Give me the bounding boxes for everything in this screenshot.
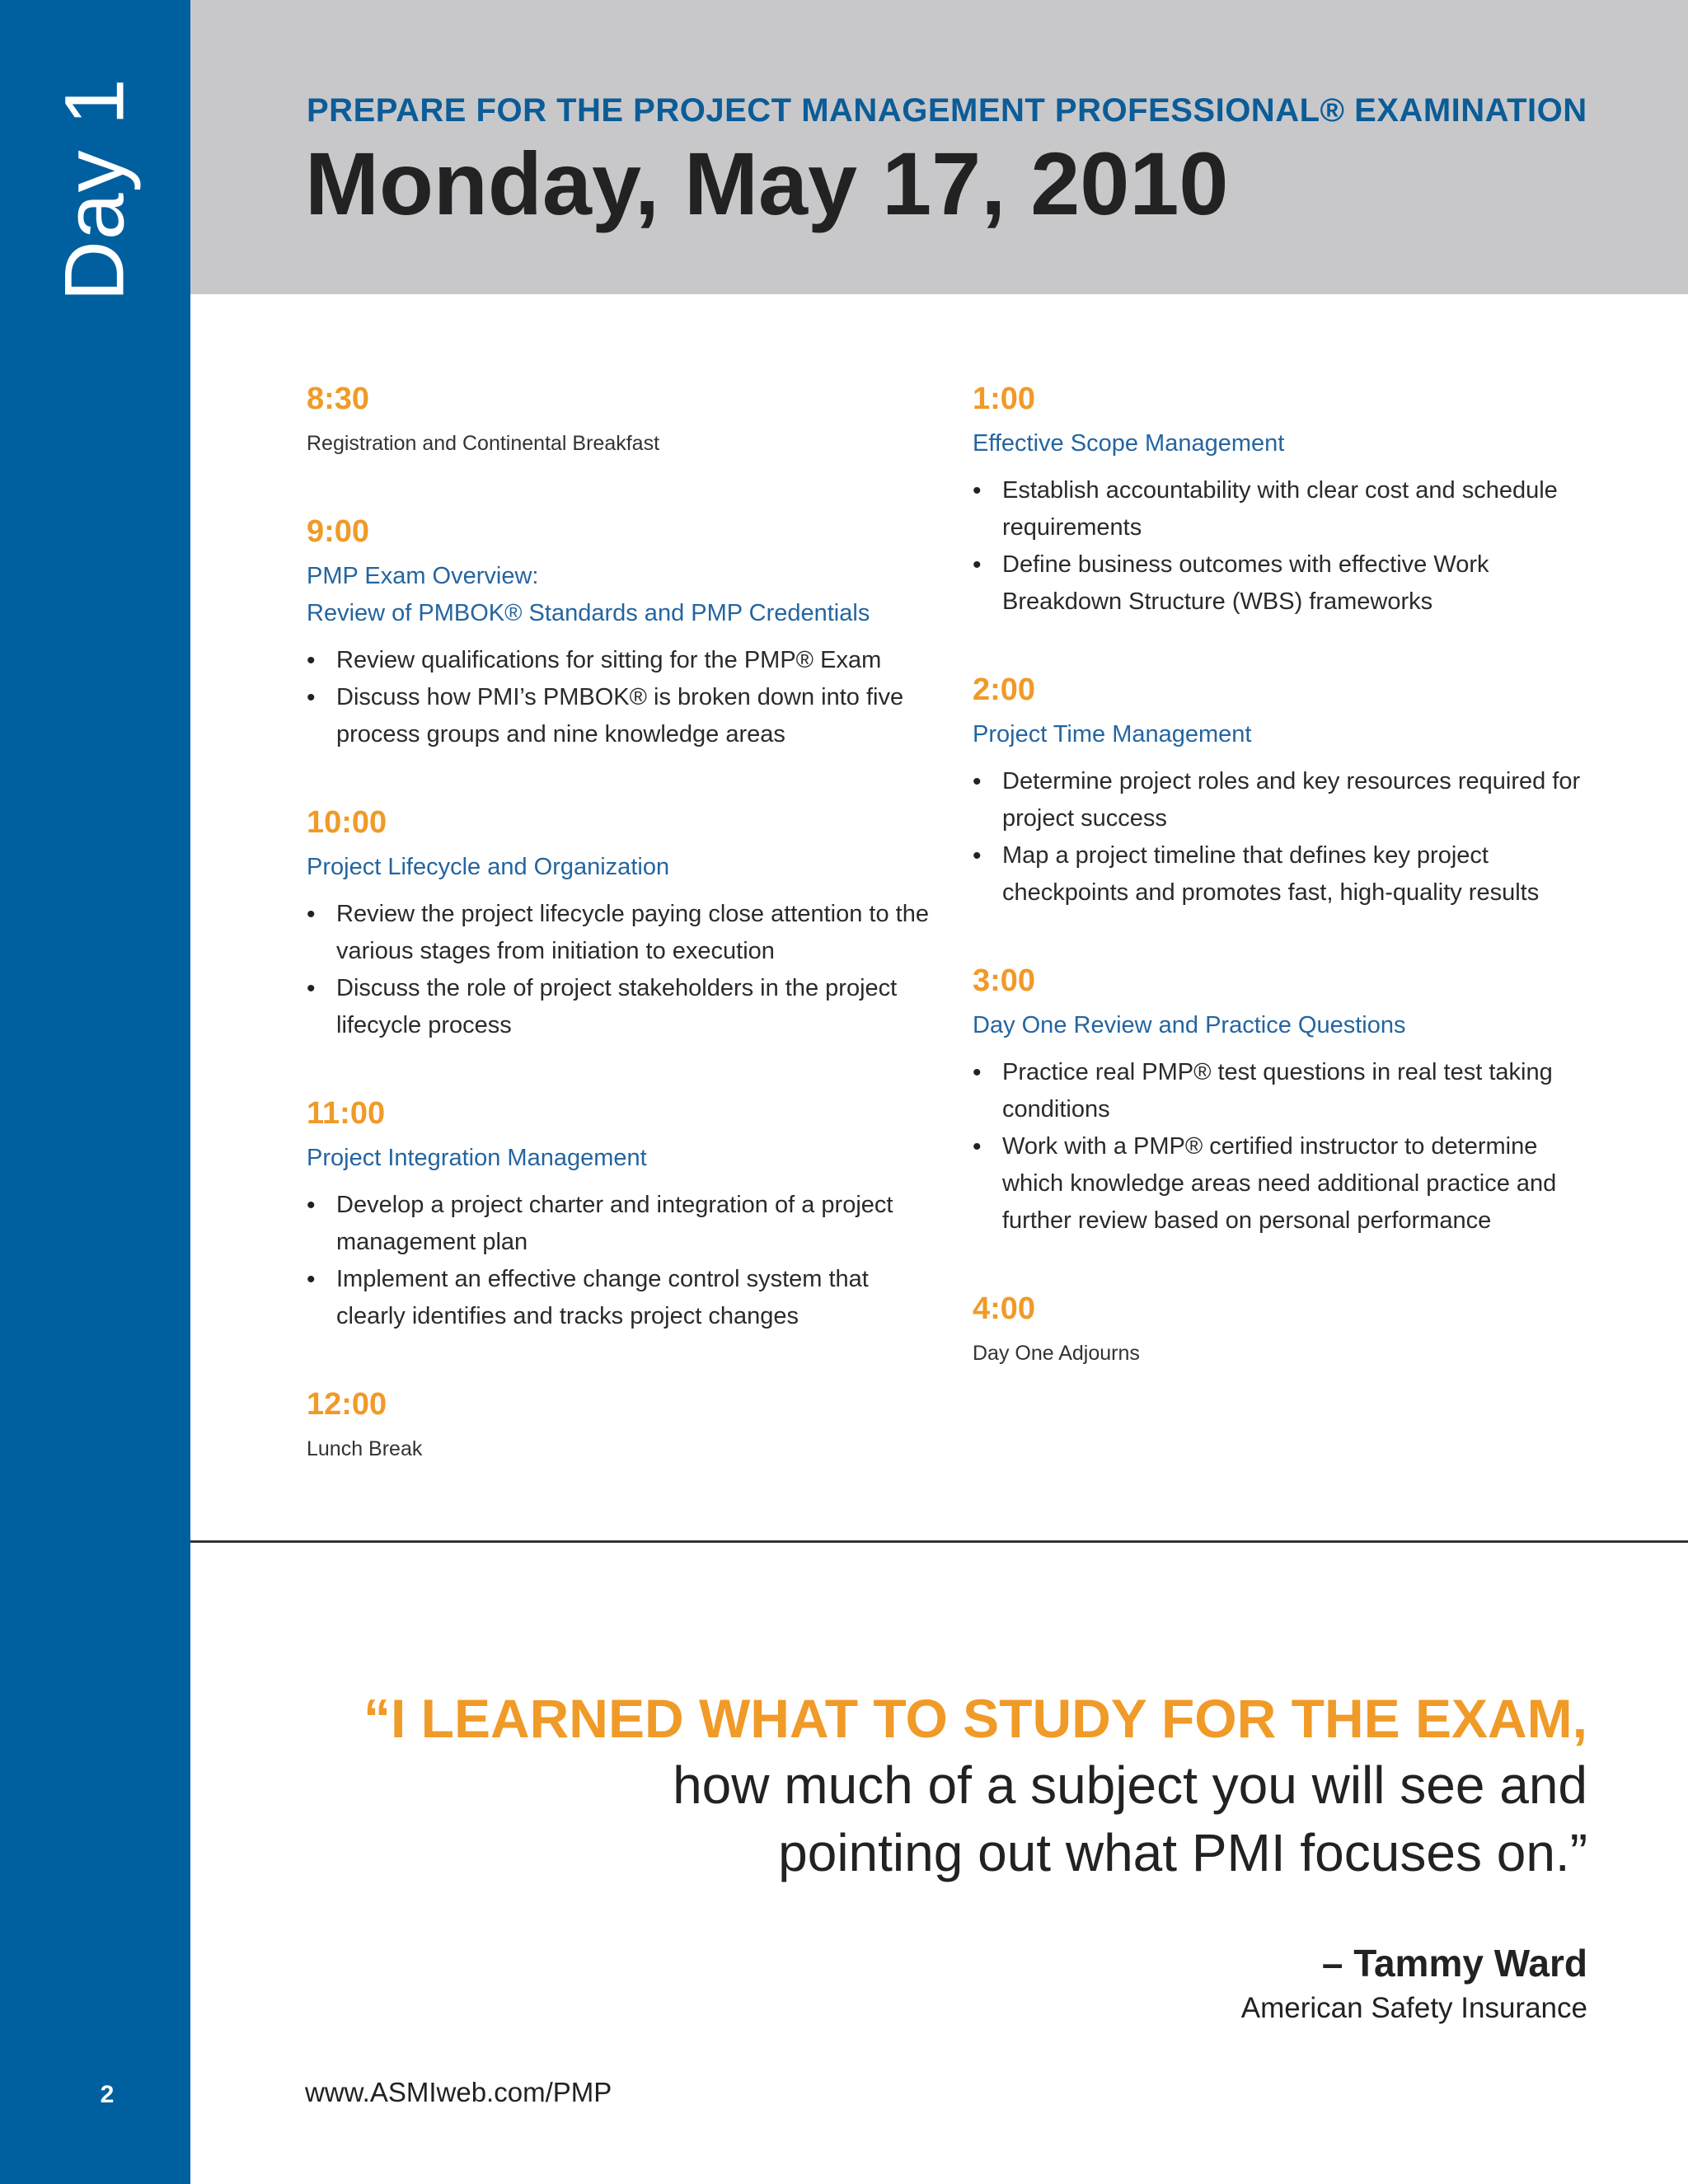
session-bullets xyxy=(973,472,1599,621)
session-1200 xyxy=(307,1378,933,1468)
session-time: 1:00 xyxy=(973,382,1036,416)
session-1100 xyxy=(307,1087,933,1335)
session-topic: PMP Exam Overview: xyxy=(307,563,539,589)
session-bullets xyxy=(973,1054,1599,1240)
session-topic: Project Integration Management xyxy=(307,1145,647,1171)
session-time: 10:00 xyxy=(307,805,387,840)
schedule-right-column xyxy=(973,373,1599,1415)
session-topic-line2: Review of PMBOK® Standards and PMP Credentials xyxy=(307,600,870,626)
session-time: 4:00 xyxy=(973,1291,1036,1326)
session-0830 xyxy=(307,373,933,462)
session-bullets xyxy=(973,763,1599,912)
list-item: • Discuss the role of project stakeholders in the project lifecycle process xyxy=(307,970,933,1044)
session-topic: Project Time Management xyxy=(973,721,1252,748)
session-time: 12:00 xyxy=(307,1387,387,1422)
session-time: 2:00 xyxy=(973,673,1036,707)
quote-company: American Safety Insurance xyxy=(1240,1992,1587,2024)
schedule-left-column xyxy=(307,373,933,1511)
session-description: Day One Adjourns xyxy=(973,1342,1140,1365)
session-topic: Effective Scope Management xyxy=(973,430,1285,457)
session-description: Lunch Break xyxy=(307,1437,423,1460)
session-time: 9:00 xyxy=(307,514,370,549)
quote-lead: “I LEARNED WHAT TO STUDY FOR THE EXAM, xyxy=(363,1688,1587,1749)
list-item: • Establish accountability with clear cost and schedule requirements xyxy=(973,472,1599,546)
session-1000 xyxy=(307,796,933,1044)
list-item: • Review the project lifecycle paying close attention to the various stages from initiation to execution xyxy=(307,896,933,970)
list-item: • Practice real PMP® test questions in real test taking conditions xyxy=(973,1054,1599,1128)
session-0300 xyxy=(973,954,1599,1240)
page-title: Monday, May 17, 2010 xyxy=(305,134,1229,233)
testimonial-attribution xyxy=(1241,1938,1587,2029)
list-item: • Work with a PMP® certified instructor to determine which knowledge areas need additional practice and further review based on personal performance xyxy=(973,1128,1599,1240)
testimonial-quote xyxy=(269,1685,1587,1886)
list-item: • Review qualifications for sitting for the PMP® Exam xyxy=(307,642,933,679)
session-0900 xyxy=(307,505,933,753)
list-item: • Determine project roles and key resources required for project success xyxy=(973,763,1599,837)
session-description: Registration and Continental Breakfast xyxy=(307,432,660,455)
page-number: 2 xyxy=(100,2081,115,2108)
list-item: • Implement an effective change control system that clearly identifies and tracks project changes xyxy=(307,1261,933,1335)
session-time: 11:00 xyxy=(307,1096,386,1131)
session-0200 xyxy=(973,663,1599,912)
list-item: • Discuss how PMI’s PMBOK® is broken down into five process groups and nine knowledge areas xyxy=(307,679,933,753)
session-bullets xyxy=(307,642,933,753)
session-topic: Day One Review and Practice Questions xyxy=(973,1012,1406,1038)
quote-line: how much of a subject you will see and xyxy=(673,1755,1587,1815)
footer-url-link[interactable]: www.ASMIweb.com/PMP xyxy=(305,2077,612,2107)
list-item: • Develop a project charter and integration of a project management plan xyxy=(307,1187,933,1261)
session-bullets xyxy=(307,1187,933,1335)
list-item: • Define business outcomes with effective Work Breakdown Structure (WBS) frameworks xyxy=(973,546,1599,621)
list-item: • Map a project timeline that defines key project checkpoints and promotes fast, high-quality results xyxy=(973,837,1599,912)
session-0400 xyxy=(973,1282,1599,1372)
page-subtitle: PREPARE FOR THE PROJECT MANAGEMENT PROFESSIONAL® EXAMINATION xyxy=(307,92,1587,129)
session-time: 3:00 xyxy=(973,963,1036,998)
sidebar xyxy=(0,0,190,2184)
day-label: Day 1 xyxy=(47,77,142,302)
session-0100 xyxy=(973,373,1599,621)
session-bullets xyxy=(307,896,933,1044)
session-topic: Project Lifecycle and Organization xyxy=(307,854,670,880)
section-divider xyxy=(190,1540,1688,1543)
quote-line: pointing out what PMI focuses on.” xyxy=(778,1823,1587,1882)
session-time: 8:30 xyxy=(307,382,370,416)
quote-author: – Tammy Ward xyxy=(1321,1942,1587,1985)
